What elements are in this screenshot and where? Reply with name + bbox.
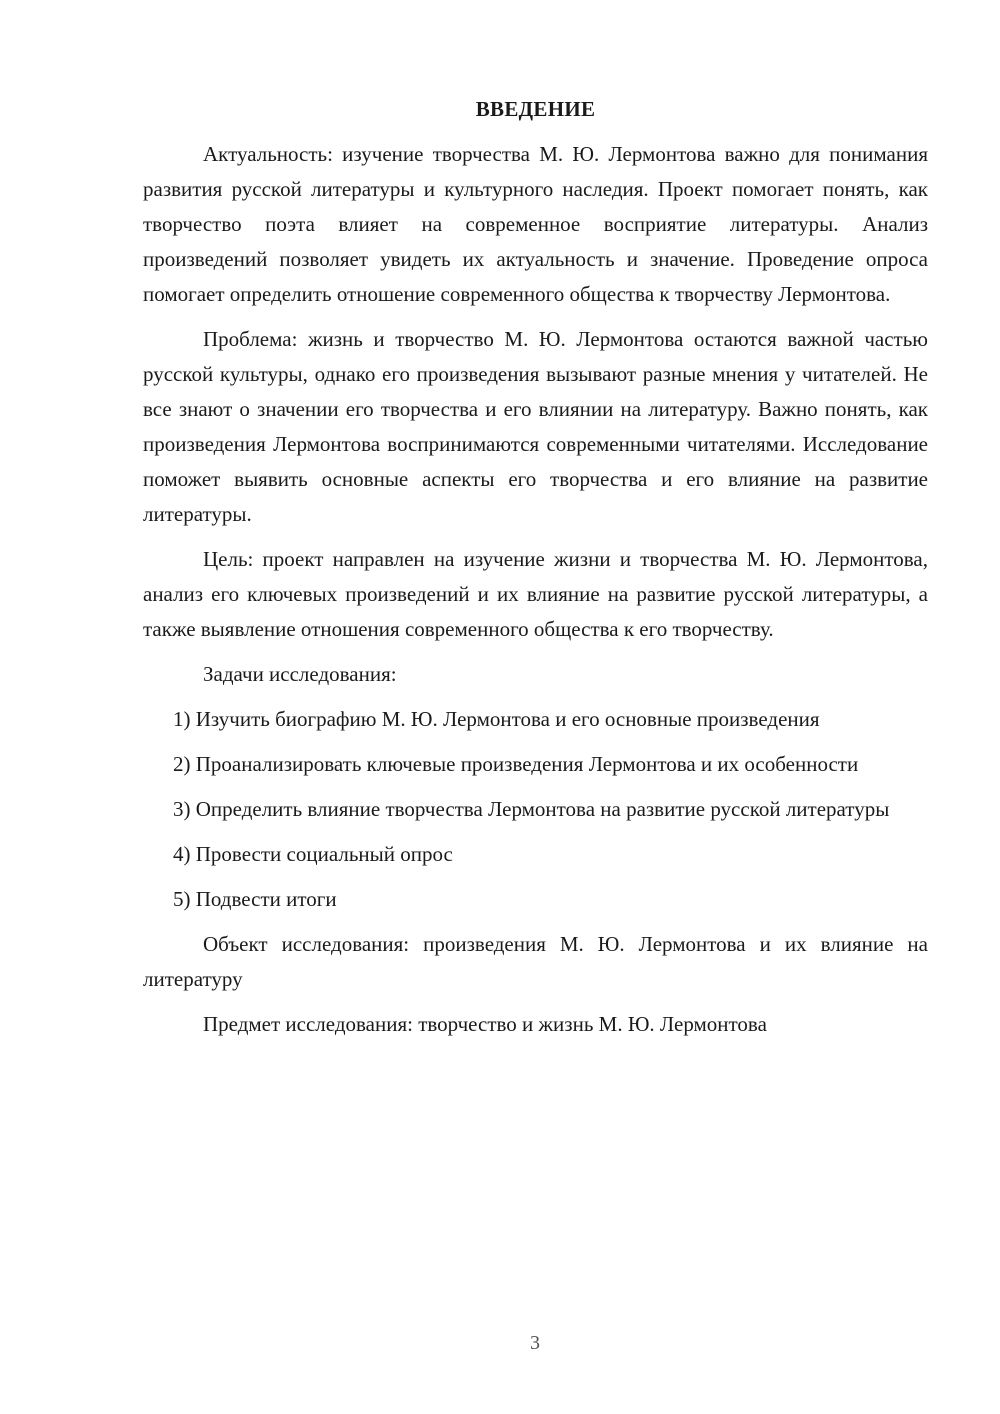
relevance-paragraph: Актуальность: изучение творчества М. Ю. Лермонтова важно для понимания развития русской литературы и культурного наследия. Проект помогает понять, как творчество поэта влияет на современное восприятие литературы. Анализ произведений позволяет увидеть их актуальность и значение. Проведение опроса помогает определить отношение современного общества к творчеству Лермонтова. (143, 142, 928, 306)
section-title: ВВЕДЕНИЕ (475, 97, 596, 121)
document-page (143, 92, 928, 1052)
task-item-2: 2) Проанализировать ключевые произведения Лермонтова и их особенности (173, 752, 859, 776)
object-paragraph: Объект исследования: произведения М. Ю. Лермонтова и их влияние на литературу (143, 932, 928, 991)
task-item-3: 3) Определить влияние творчества Лермонтова на развитие русской литературы (173, 797, 890, 821)
goal-paragraph: Цель: проект направлен на изучение жизни и творчества М. Ю. Лермонтова, анализ его ключевых произведений и их влияние на развитие русской литературы, а также выявление отношения современного общества к его творчеству. (143, 547, 928, 641)
tasks-heading: Задачи исследования: (203, 662, 397, 686)
task-item-1: 1) Изучить биографию М. Ю. Лермонтова и его основные произведения (173, 707, 820, 731)
page-number: 3 (530, 1332, 540, 1354)
task-item-5: 5) Подвести итоги (173, 887, 337, 911)
problem-paragraph: Проблема: жизнь и творчество М. Ю. Лермонтова остаются важной частью русской культуры, однако его произведения вызывают разные мнения у читателей. Не все знают о значении его творчества и его влиянии на литературу. Важно понять, как произведения Лермонтова воспринимаются современными читателями. Исследование поможет выявить основные аспекты его творчества и его влияние на развитие литературы. (143, 327, 928, 526)
subject-paragraph: Предмет исследования: творчество и жизнь М. Ю. Лермонтова (203, 1012, 767, 1036)
task-item-4: 4) Провести социальный опрос (173, 842, 453, 866)
